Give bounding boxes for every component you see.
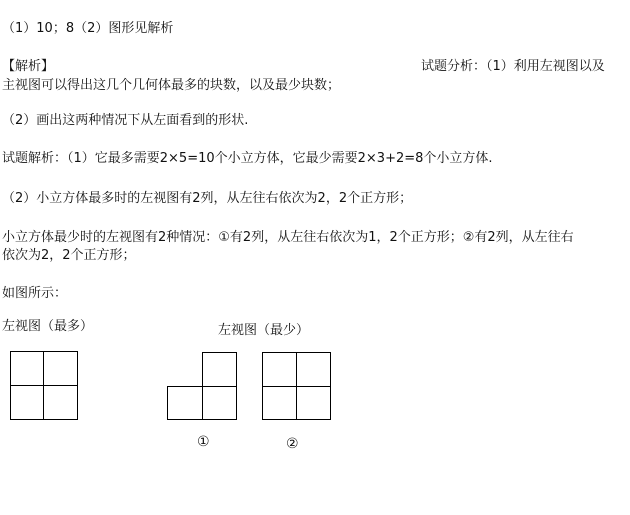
answer-line: （1）10；8（2）图形见解析 xyxy=(2,21,174,36)
analysis-hint-1: 试题分析：（1）利用左视图以及 xyxy=(421,59,605,74)
analysis-hint-2: 主视图可以得出这几个几何体最多的块数，以及最少块数； xyxy=(2,78,341,93)
solution-line-3a: 小立方体最少时的左视图有2种情况：①有2列，从左往右依次为1，2个正方形；②有2列，从左往右 xyxy=(2,230,574,245)
solution-line-2: （2）小立方体最多时的左视图有2列，从左往右依次为2，2个正方形； xyxy=(2,191,413,206)
analysis-tag: 【解析】 xyxy=(2,59,55,74)
square-bottom-right xyxy=(202,386,237,420)
analysis-hint-3: （2）画出这两种情况下从左面看到的形状. xyxy=(2,113,249,128)
solution-line-3b: 依次为2，2个正方形； xyxy=(2,248,136,263)
figure-max-label: 左视图（最多） xyxy=(2,319,94,334)
case-1-label: ① xyxy=(197,434,210,450)
figure-min-label: 左视图（最少） xyxy=(218,323,310,338)
solution-line-1: 试题解析：（1）它最多需要2×5=10个小立方体，它最少需要2×3+2=8个小立方体. xyxy=(2,151,493,166)
square-bottom-left xyxy=(167,386,203,420)
grid-line-vertical xyxy=(43,351,44,420)
as-shown-text: 如图所示： xyxy=(2,286,68,301)
grid-line-vertical xyxy=(296,352,297,420)
case-2-label: ② xyxy=(286,436,299,452)
square-top-right xyxy=(202,352,237,387)
